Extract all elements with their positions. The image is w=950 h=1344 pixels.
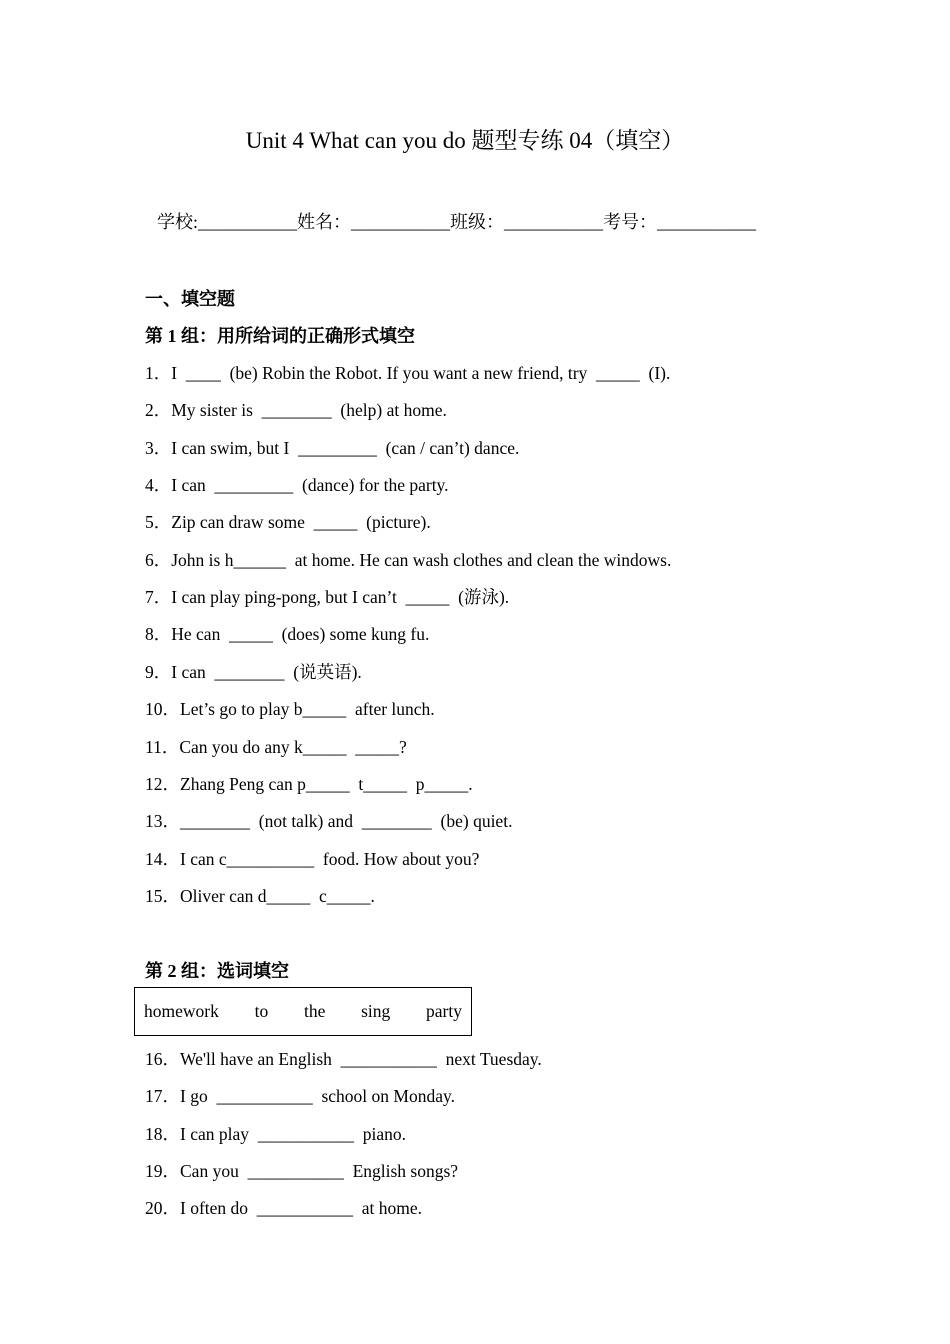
- page-title: Unit 4 What can you do 题型专练 04（填空）: [245, 128, 685, 153]
- group2-title: 第 2 组：选词填空: [145, 961, 289, 981]
- question-13: 13．________ (not talk) and ________ (be) quiet.: [145, 811, 513, 831]
- question-8: 8．He can _____ (does) some kung fu.: [145, 624, 430, 644]
- word-bank-item: to: [254, 1001, 269, 1021]
- word-bank: [134, 987, 472, 1036]
- question-20: 20．I often do ___________ at home.: [145, 1198, 423, 1218]
- question-5: 5．Zip can draw some _____ (picture).: [145, 512, 431, 532]
- question-3: 3．I can swim, but I _________ (can / can’t) dance.: [145, 438, 520, 458]
- question-19: 19．Can you ___________ English songs?: [145, 1161, 459, 1181]
- question-7: 7．I can play ping-pong, but I can’t _____ (游泳).: [145, 587, 510, 607]
- question-16: 16．We'll have an English ___________ next Tuesday.: [145, 1049, 542, 1069]
- question-11: 11．Can you do any k_____ _____?: [145, 737, 407, 757]
- word-bank-item: the: [303, 1001, 326, 1021]
- question-15: 15．Oliver can d_____ c_____.: [145, 886, 375, 906]
- question-9: 9．I can ________ (说英语).: [145, 662, 362, 682]
- question-10: 10．Let’s go to play b_____ after lunch.: [145, 699, 435, 719]
- question-1: 1．I ____ (be) Robin the Robot. If you want a new friend, try _____ (I).: [145, 363, 671, 383]
- question-2: 2．My sister is ________ (help) at home.: [145, 400, 447, 420]
- question-17: 17．I go ___________ school on Monday.: [145, 1086, 455, 1106]
- question-14: 14．I can c__________ food. How about you?: [145, 849, 480, 869]
- word-bank-item: party: [426, 1001, 462, 1021]
- group1-title: 第 1 组：用所给词的正确形式填空: [145, 326, 415, 346]
- question-12: 12．Zhang Peng can p_____ t_____ p_____.: [145, 774, 473, 794]
- word-bank-item: sing: [361, 1001, 391, 1021]
- word-bank-item: homework: [144, 1001, 219, 1021]
- section-title: 一、填空题: [145, 289, 235, 309]
- question-6: 6．John is h______ at home. He can wash clothes and clean the windows.: [145, 550, 672, 570]
- student-info-line: 学校:___________姓名：___________班级：___________考号：___________: [157, 212, 756, 232]
- question-18: 18．I can play ___________ piano.: [145, 1124, 406, 1144]
- question-4: 4．I can _________ (dance) for the party.: [145, 475, 449, 495]
